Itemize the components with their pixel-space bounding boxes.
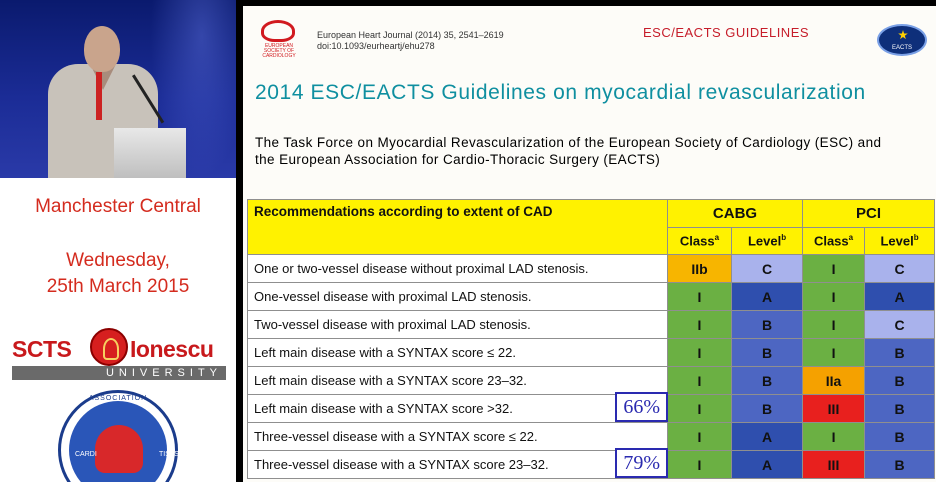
row-label: [248, 255, 668, 283]
row-label: [248, 395, 668, 423]
presentation-slide: [236, 0, 936, 482]
guidelines-banner: ESC/EACTS GUIDELINES: [643, 25, 810, 40]
citation-line-journal: European Heart Journal (2014) 35, 2541–2619: [317, 30, 504, 40]
ionescu-logo-text: Ionescu: [130, 336, 214, 362]
pci-class-cell: I: [803, 283, 865, 311]
row-label: [248, 311, 668, 339]
scts-logo-text: SCTS: [12, 336, 72, 362]
table-row: [248, 451, 935, 479]
table-header-row: [248, 200, 935, 228]
row-label-text: Left main disease with a SYNTAX score >32.: [254, 401, 513, 416]
table-row: [248, 423, 935, 451]
percentage-annotation: 66%: [615, 392, 668, 422]
table-row: [248, 283, 935, 311]
eacts-logo: [877, 24, 927, 56]
row-label: [248, 367, 668, 395]
event-date: 25th March 2015: [46, 276, 190, 297]
cabg-class-cell: I: [668, 339, 732, 367]
table-row: [248, 367, 935, 395]
cabg-level-cell: A: [732, 423, 803, 451]
scts-ionescu-logo: [12, 326, 226, 382]
slide-content: [243, 6, 936, 482]
pci-class-cell: III: [803, 451, 865, 479]
row-label-text: Three-vessel disease with a SYNTAX score ≤ 22.: [254, 429, 538, 444]
row-label-text: One or two-vessel disease without proximal LAD stenosis.: [254, 261, 589, 276]
pci-level-cell: C: [865, 311, 935, 339]
journal-citation: [317, 30, 504, 52]
cabg-class-cell: I: [668, 395, 732, 423]
pci-level-cell: A: [865, 283, 935, 311]
level-footnote: b: [781, 233, 787, 243]
scts-emblem-icon: [90, 328, 128, 366]
row-label-text: One-vessel disease with proximal LAD stenosis.: [254, 289, 532, 304]
heart-icon: [95, 425, 143, 473]
pci-class-cell: I: [803, 423, 865, 451]
ehj-logo: [255, 18, 301, 58]
association-logo-ring-text: ASSOCIATION: [88, 395, 148, 402]
pci-level-cell: B: [865, 395, 935, 423]
cabg-level-cell: B: [732, 339, 803, 367]
lectern: [114, 128, 186, 178]
header-pci: PCI: [803, 200, 935, 228]
percentage-annotation: 79%: [615, 448, 668, 478]
table-row: [248, 395, 935, 423]
ehj-logo-text: EUROPEAN SOCIETY OF CARDIOLOGY: [262, 43, 296, 59]
university-label: UNIVERSITY: [12, 366, 226, 380]
cabg-level-cell: A: [732, 451, 803, 479]
row-label: [248, 451, 668, 479]
slide-subtitle: The Task Force on Myocardial Revascularization of the European Society of Cardiology (ESC) and the European Association for Cardio-Thoracic Surgery (EACTS): [255, 135, 882, 167]
cabg-class-cell: I: [668, 311, 732, 339]
row-label: [248, 423, 668, 451]
class-label: Class: [813, 233, 849, 249]
level-label: Level: [747, 233, 782, 249]
row-label: [248, 283, 668, 311]
row-label-text: Left main disease with a SYNTAX score 23–32.: [254, 373, 527, 388]
association-logo: [58, 390, 178, 482]
cabg-class-cell: IIb: [668, 255, 732, 283]
speaker-video: [0, 0, 236, 178]
level-footnote: b: [913, 233, 919, 243]
venue-name: Manchester Central: [35, 196, 201, 217]
class-label: Class: [679, 233, 715, 249]
pci-level-cell: B: [865, 339, 935, 367]
table-row: [248, 311, 935, 339]
row-label-text: Left main disease with a SYNTAX score ≤ 22.: [254, 345, 516, 360]
pci-level-cell: C: [865, 255, 935, 283]
pci-level-cell: B: [865, 367, 935, 395]
pci-class-cell: I: [803, 311, 865, 339]
association-logo-inner: [69, 401, 179, 482]
pci-level-cell: B: [865, 451, 935, 479]
cabg-level-cell: B: [732, 395, 803, 423]
header-cabg-level: [732, 228, 803, 255]
association-logo-text-left: CARDI: [75, 451, 97, 458]
header-pci-level: [865, 228, 935, 255]
cabg-level-cell: A: [732, 283, 803, 311]
citation-line-doi: doi:10.1093/eurheartj/ehu278: [317, 41, 435, 51]
eacts-logo-text: EACTS: [891, 45, 912, 51]
table-row: [248, 255, 935, 283]
pci-class-cell: I: [803, 339, 865, 367]
video-sidebar: [0, 0, 236, 482]
header-cabg: CABG: [668, 200, 803, 228]
cabg-level-cell: C: [732, 255, 803, 283]
cabg-class-cell: I: [668, 423, 732, 451]
cabg-level-cell: B: [732, 311, 803, 339]
class-footnote: a: [848, 233, 854, 243]
pci-class-cell: I: [803, 255, 865, 283]
table-row: [248, 339, 935, 367]
association-logo-text-right: TISTS: [159, 451, 179, 458]
level-label: Level: [880, 233, 914, 249]
row-label-text: Three-vessel disease with a SYNTAX score 23–32.: [254, 457, 549, 472]
table-header-main: Recommendations according to extent of CAD: [248, 200, 668, 255]
heart-logo-icon: [261, 20, 295, 42]
header-pci-class: [803, 228, 865, 255]
row-label-text: Two-vessel disease with proximal LAD stenosis.: [254, 317, 531, 332]
cabg-class-cell: I: [668, 451, 732, 479]
pci-class-cell: IIa: [803, 367, 865, 395]
cabg-level-cell: B: [732, 367, 803, 395]
pci-class-cell: III: [803, 395, 865, 423]
event-day: Wednesday,: [66, 250, 170, 271]
header-cabg-class: [668, 228, 732, 255]
cabg-class-cell: I: [668, 283, 732, 311]
class-footnote: a: [714, 233, 720, 243]
lanyard: [96, 72, 102, 120]
slide-title: 2014 ESC/EACTS Guidelines on myocardial revascularization: [255, 81, 866, 104]
recommendations-rows: [248, 255, 935, 479]
row-label: [248, 339, 668, 367]
star-icon: [898, 30, 908, 40]
recommendations-table: [247, 199, 935, 479]
pci-level-cell: B: [865, 423, 935, 451]
cabg-class-cell: I: [668, 367, 732, 395]
speaker-head: [84, 26, 120, 72]
